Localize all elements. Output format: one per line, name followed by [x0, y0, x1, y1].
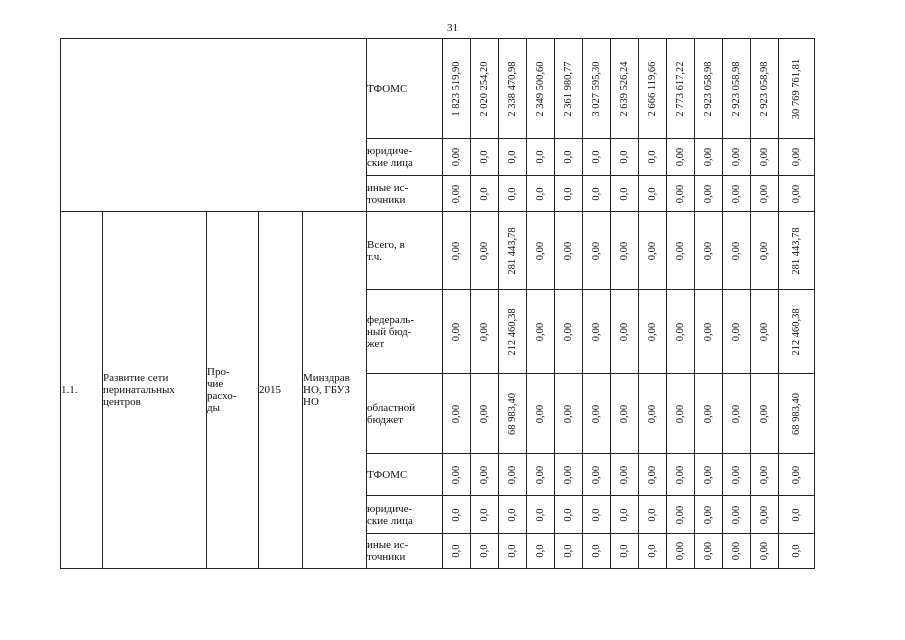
value-text: 0,00 — [730, 465, 742, 484]
value-text: 212 460,38 — [790, 307, 802, 356]
funding-source-label: областной бюджет — [367, 374, 443, 454]
value-cell — [583, 534, 611, 569]
value-cell — [527, 374, 555, 454]
value-text: 0,00 — [478, 404, 490, 423]
funding-source-label: ТФОМС — [367, 454, 443, 496]
value-text: 2 639 526,24 — [618, 60, 630, 117]
value-text: 0,00 — [534, 322, 546, 341]
value-text: 0,00 — [674, 541, 686, 561]
value-text: 2 923 058,98 — [730, 60, 742, 117]
value-cell — [723, 212, 751, 290]
value-cell — [611, 374, 639, 454]
value-cell — [555, 139, 583, 176]
value-cell — [583, 212, 611, 290]
value-cell — [779, 534, 815, 569]
value-cell — [667, 290, 695, 374]
value-text: 0,00 — [702, 147, 714, 167]
value-text: 0,00 — [730, 184, 742, 203]
value-text: 0,0 — [562, 150, 574, 164]
value-cell — [667, 534, 695, 569]
value-text: 0,00 — [758, 147, 770, 167]
value-text: 0,0 — [534, 544, 546, 558]
value-cell — [751, 139, 779, 176]
value-text: 0,00 — [702, 241, 714, 260]
value-cell — [667, 176, 695, 212]
value-cell — [555, 290, 583, 374]
value-cell — [471, 39, 499, 139]
value-cell — [695, 176, 723, 212]
value-cell — [555, 534, 583, 569]
value-cell — [527, 212, 555, 290]
project-year: 2015 — [259, 212, 303, 569]
value-text: 0,00 — [478, 241, 490, 260]
value-cell — [443, 39, 471, 139]
value-cell — [779, 139, 815, 176]
value-text: 0,0 — [590, 186, 602, 201]
value-text: 0,00 — [730, 147, 742, 167]
value-cell — [695, 534, 723, 569]
value-text: 0,00 — [702, 184, 714, 203]
value-text: 0,00 — [730, 241, 742, 260]
value-text: 0,0 — [790, 544, 802, 558]
value-cell — [611, 290, 639, 374]
value-text: 0,0 — [590, 150, 602, 164]
value-text: 212 460,38 — [506, 307, 518, 356]
value-text: 3 027 595,30 — [590, 60, 602, 117]
value-cell — [695, 454, 723, 496]
value-text: 0,00 — [534, 404, 546, 423]
value-cell — [723, 176, 751, 212]
value-cell — [583, 176, 611, 212]
project-number: 1.1. — [61, 212, 103, 569]
value-text: 0,0 — [534, 150, 546, 164]
value-cell — [751, 212, 779, 290]
value-text: 0,00 — [534, 241, 546, 260]
value-text: 0,0 — [618, 150, 630, 164]
value-text: 0,0 — [646, 186, 658, 201]
value-text: 2 338 470,98 — [506, 60, 518, 117]
value-cell — [471, 454, 499, 496]
value-cell — [639, 290, 667, 374]
value-text: 1 823 519,90 — [450, 60, 462, 117]
funding-source-label: иные ис- точники — [367, 534, 443, 569]
value-text: 0,00 — [674, 322, 686, 341]
value-text: 0,0 — [450, 507, 462, 522]
value-text: 0,0 — [618, 186, 630, 201]
value-cell — [779, 454, 815, 496]
value-cell — [723, 534, 751, 569]
value-text: 0,0 — [534, 507, 546, 522]
value-cell — [779, 496, 815, 534]
value-text: 68 983,40 — [790, 392, 802, 435]
value-text: 0,0 — [590, 507, 602, 522]
value-text: 0,00 — [450, 322, 462, 341]
value-text: 2 666 119,66 — [646, 61, 658, 116]
value-text: 0,0 — [478, 507, 490, 522]
value-cell — [555, 176, 583, 212]
value-cell — [583, 290, 611, 374]
value-cell — [695, 39, 723, 139]
value-text: 0,00 — [646, 465, 658, 484]
value-cell — [639, 374, 667, 454]
value-text: 2 349 500,60 — [534, 60, 546, 117]
value-text: 0,00 — [790, 184, 802, 203]
value-text: 0,0 — [646, 507, 658, 522]
value-text: 0,00 — [618, 404, 630, 423]
value-cell — [639, 39, 667, 139]
value-cell — [723, 290, 751, 374]
value-cell — [639, 212, 667, 290]
value-text: 0,00 — [562, 322, 574, 341]
value-cell — [583, 139, 611, 176]
value-cell — [751, 176, 779, 212]
value-cell — [527, 139, 555, 176]
value-cell — [779, 290, 815, 374]
project-executor: Минздрав НО, ГБУЗ НО — [303, 212, 367, 569]
value-cell — [611, 176, 639, 212]
value-cell — [583, 454, 611, 496]
value-text: 0,00 — [758, 241, 770, 260]
value-text: 0,0 — [618, 507, 630, 522]
value-cell — [751, 39, 779, 139]
value-text: 0,00 — [674, 241, 686, 260]
value-text: 0,00 — [450, 147, 462, 167]
value-text: 0,00 — [506, 465, 518, 484]
value-cell — [527, 454, 555, 496]
value-cell — [723, 454, 751, 496]
funding-source-label: юридиче- ские лица — [367, 496, 443, 534]
value-text: 0,00 — [646, 404, 658, 423]
value-text: 0,00 — [590, 404, 602, 423]
value-text: 0,00 — [646, 241, 658, 260]
value-cell — [499, 39, 527, 139]
value-text: 2 773 617,22 — [674, 60, 686, 117]
value-cell — [527, 496, 555, 534]
value-cell — [779, 176, 815, 212]
value-cell — [555, 374, 583, 454]
value-cell — [695, 139, 723, 176]
value-text: 0,0 — [562, 544, 574, 558]
value-cell — [723, 374, 751, 454]
value-cell — [527, 290, 555, 374]
value-text: 0,00 — [674, 404, 686, 423]
value-cell — [443, 496, 471, 534]
value-text: 0,0 — [562, 186, 574, 201]
value-cell — [555, 454, 583, 496]
value-text: 0,00 — [450, 241, 462, 260]
financing-table — [60, 38, 815, 569]
value-text: 0,0 — [478, 150, 490, 164]
value-cell — [583, 496, 611, 534]
empty-merged-cell — [61, 39, 367, 212]
value-cell — [471, 290, 499, 374]
value-text: 0,0 — [478, 186, 490, 201]
page-number: 31 — [447, 22, 458, 34]
value-text: 0,00 — [674, 465, 686, 484]
value-text: 0,00 — [702, 505, 714, 524]
value-cell — [443, 290, 471, 374]
value-cell — [611, 39, 639, 139]
value-text: 0,00 — [674, 184, 686, 203]
value-cell — [695, 374, 723, 454]
funding-source-label: федераль- ный бюд- жет — [367, 290, 443, 374]
value-cell — [751, 374, 779, 454]
value-cell — [779, 374, 815, 454]
value-text: 0,00 — [562, 465, 574, 484]
value-cell — [751, 496, 779, 534]
value-cell — [779, 212, 815, 290]
value-cell — [751, 454, 779, 496]
value-cell — [499, 176, 527, 212]
value-text: 0,00 — [450, 404, 462, 423]
value-text: 0,00 — [590, 465, 602, 484]
table-row — [61, 39, 815, 139]
value-cell — [695, 496, 723, 534]
value-cell — [443, 454, 471, 496]
funding-source-label: Всего, в т.ч. — [367, 212, 443, 290]
value-cell — [443, 212, 471, 290]
value-text: 0,0 — [450, 544, 462, 558]
value-cell — [555, 212, 583, 290]
value-text: 0,00 — [450, 184, 462, 203]
value-cell — [667, 374, 695, 454]
value-text: 2 361 980,77 — [562, 60, 574, 117]
value-cell — [639, 534, 667, 569]
value-cell — [499, 139, 527, 176]
value-cell — [443, 374, 471, 454]
funding-source-label: юридиче- ские лица — [367, 139, 443, 176]
value-cell — [611, 454, 639, 496]
value-cell — [667, 139, 695, 176]
value-cell — [583, 39, 611, 139]
value-text: 0,00 — [730, 505, 742, 524]
value-text: 2 923 058,98 — [758, 60, 770, 117]
value-text: 0,00 — [674, 147, 686, 167]
value-cell — [499, 454, 527, 496]
value-cell — [471, 534, 499, 569]
value-text: 0,00 — [534, 465, 546, 484]
value-cell — [695, 212, 723, 290]
value-text: 0,0 — [590, 544, 602, 558]
value-text: 0,00 — [478, 322, 490, 341]
value-cell — [443, 139, 471, 176]
value-cell — [639, 176, 667, 212]
value-text: 0,0 — [506, 186, 518, 201]
value-text: 281 443,78 — [790, 226, 802, 275]
value-text: 0,00 — [758, 505, 770, 524]
value-text: 0,00 — [730, 404, 742, 423]
value-cell — [695, 290, 723, 374]
value-cell — [471, 496, 499, 534]
value-cell — [499, 374, 527, 454]
value-text: 0,0 — [506, 507, 518, 522]
value-cell — [667, 496, 695, 534]
value-cell — [779, 39, 815, 139]
value-text: 0,00 — [618, 241, 630, 260]
value-text: 0,00 — [790, 465, 802, 484]
value-text: 2 923 058,98 — [702, 60, 714, 117]
value-cell — [751, 534, 779, 569]
value-cell — [611, 534, 639, 569]
value-text: 0,0 — [534, 186, 546, 201]
value-text: 2 020 254,20 — [478, 60, 490, 117]
value-text: 0,00 — [618, 322, 630, 341]
value-text: 0,00 — [702, 541, 714, 561]
funding-source-label: ТФОМС — [367, 39, 443, 139]
value-text: 0,0 — [618, 544, 630, 558]
value-cell — [723, 39, 751, 139]
value-text: 0,0 — [646, 544, 658, 558]
cost-type: Про- чие расхо- ды — [207, 212, 259, 569]
value-text: 0,0 — [790, 507, 802, 522]
value-cell — [471, 176, 499, 212]
value-text: 0,00 — [590, 322, 602, 341]
value-cell — [667, 212, 695, 290]
value-text: 0,00 — [590, 241, 602, 260]
value-cell — [527, 534, 555, 569]
value-cell — [499, 496, 527, 534]
value-cell — [499, 212, 527, 290]
value-text: 0,00 — [758, 322, 770, 341]
funding-source-label: иные ис- точники — [367, 176, 443, 212]
value-cell — [723, 496, 751, 534]
value-cell — [751, 290, 779, 374]
value-cell — [667, 39, 695, 139]
project-name: Развитие сети перинатальных центров — [103, 212, 207, 569]
value-text: 0,00 — [702, 404, 714, 423]
value-text: 0,00 — [478, 465, 490, 484]
value-cell — [471, 212, 499, 290]
value-text: 0,0 — [478, 544, 490, 558]
value-text: 0,00 — [562, 241, 574, 260]
value-cell — [639, 454, 667, 496]
value-cell — [611, 496, 639, 534]
value-text: 0,00 — [790, 147, 802, 167]
value-cell — [471, 374, 499, 454]
value-text: 0,00 — [730, 322, 742, 341]
value-cell — [527, 176, 555, 212]
value-text: 0,0 — [646, 150, 658, 164]
value-text: 281 443,78 — [506, 226, 518, 275]
value-text: 0,00 — [758, 184, 770, 203]
value-text: 0,0 — [562, 507, 574, 522]
value-cell — [471, 139, 499, 176]
value-cell — [723, 139, 751, 176]
value-text: 0,00 — [702, 465, 714, 484]
table-row — [61, 212, 815, 290]
value-cell — [499, 290, 527, 374]
value-text: 0,0 — [506, 544, 518, 558]
value-cell — [527, 39, 555, 139]
value-text: 30 769 761,81 — [790, 58, 802, 119]
value-text: 0,0 — [506, 150, 518, 164]
value-cell — [555, 496, 583, 534]
value-text: 0,00 — [758, 541, 770, 561]
value-text: 0,00 — [758, 404, 770, 423]
value-text: 0,00 — [646, 322, 658, 341]
value-cell — [667, 454, 695, 496]
value-text: 0,00 — [702, 322, 714, 341]
value-cell — [499, 534, 527, 569]
value-text: 68 983,40 — [506, 392, 518, 435]
value-text: 0,00 — [674, 505, 686, 524]
value-cell — [443, 176, 471, 212]
value-text: 0,00 — [450, 465, 462, 484]
value-cell — [611, 212, 639, 290]
value-cell — [611, 139, 639, 176]
value-text: 0,00 — [758, 465, 770, 484]
value-cell — [555, 39, 583, 139]
value-text: 0,00 — [618, 465, 630, 484]
value-cell — [443, 534, 471, 569]
value-text: 0,00 — [562, 404, 574, 423]
value-text: 0,00 — [730, 541, 742, 561]
value-cell — [639, 139, 667, 176]
value-cell — [583, 374, 611, 454]
value-cell — [639, 496, 667, 534]
